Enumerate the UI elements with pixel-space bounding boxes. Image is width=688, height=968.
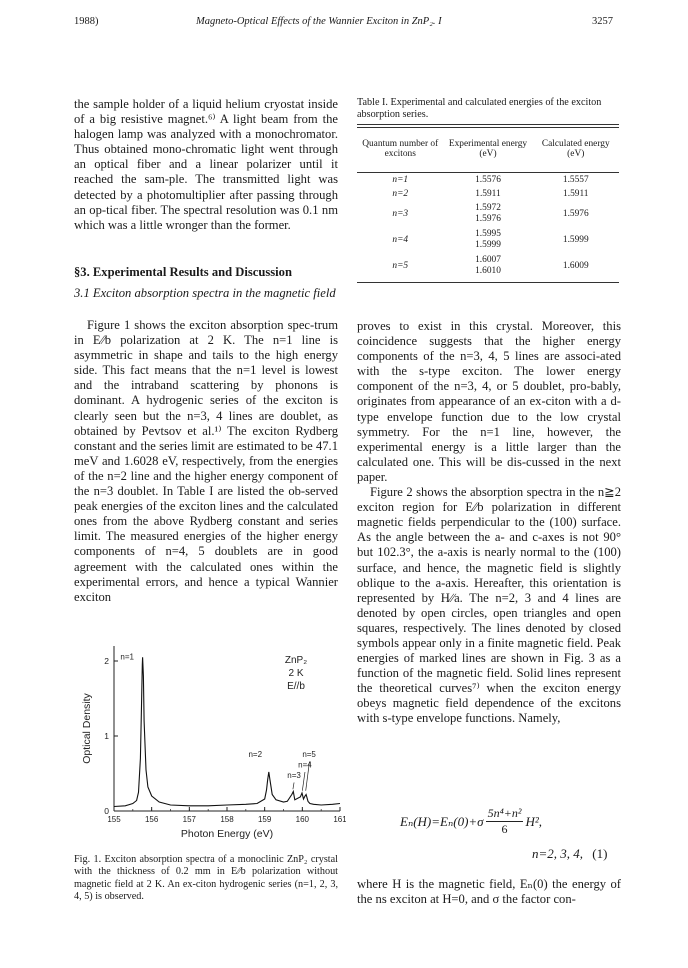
cell-calculated: 1.5911 xyxy=(563,188,589,199)
cell-calculated: 1.5999 xyxy=(562,234,589,245)
y-tick-label: 0 xyxy=(104,806,109,816)
header-page-number: 3257 xyxy=(592,16,613,27)
cell-calculated: 1.6009 xyxy=(562,260,589,271)
peak-label: n=2 xyxy=(248,750,263,759)
x-tick-label: 161 xyxy=(333,815,346,824)
absorption-chart xyxy=(74,636,346,848)
table-row xyxy=(357,253,619,279)
experimental-value: 1.6007 xyxy=(475,255,501,265)
y-tick-label: 1 xyxy=(104,731,109,741)
x-tick-label: 159 xyxy=(257,815,272,824)
x-tick-label: 155 xyxy=(107,815,121,824)
paragraph: proves to exist in this crystal. Moreover, this coincidence suggests that the higher energy components of the n=3, 4, 5 lines are associ-ated with the s-type exciton. The lower energy component of the n=3, 4, or 5 doublet, pro-bably, originates from appearance of an ex-citon with a d-type envelope function due to the low crystal symmetry. For the n=1 line, however, the experimental energy is a little larger than the calculated one. This will be dis-cussed in the next paper. xyxy=(357,319,621,484)
cell-quantum-number: n=1 xyxy=(392,174,409,185)
experimental-value: 1.5999 xyxy=(475,240,501,250)
equation-rhs: H², xyxy=(525,813,543,829)
experimental-value: 1.5972 xyxy=(475,203,501,213)
cell-quantum-number: n=2 xyxy=(392,188,409,199)
header-year: 1988) xyxy=(74,16,99,27)
cell-experimental xyxy=(443,253,532,279)
peak-label: n=1 xyxy=(120,652,134,662)
legend-text: E//b xyxy=(287,681,305,692)
equation-1 xyxy=(400,806,542,837)
col-header-calculated: Calculated energy (eV) xyxy=(541,139,610,159)
x-tick-label: 158 xyxy=(220,815,234,824)
table-caption: Table I. Experimental and calculated energies of the exciton absorption series. xyxy=(357,97,602,121)
left-top-paragraph xyxy=(74,97,338,233)
cell-experimental xyxy=(443,173,532,188)
equation-n-values: n=2, 3, 4, xyxy=(532,846,584,861)
x-tick-label: 160 xyxy=(295,815,310,824)
figure-caption: Fig. 1. Exciton absorption spectra of a monoclinic ZnP₂ crystal with the thickness of 0.2 mm in E∕∕b polarization without magnetic field at 2 K. An ex-citon hydrogenic series (n=1, 2, 3, 4, 5) is observed. xyxy=(74,854,338,902)
x-tick-label: 156 xyxy=(144,815,159,824)
legend-text: 2 K xyxy=(288,668,304,679)
peak-label: n=5 xyxy=(302,750,316,759)
paragraph: the sample holder of a liquid helium cryostat inside of a big resistive magnet.⁶⁾ A light beam from the halogen lamp was analyzed with a monochromator. Thus obtained mono-chromatic light went through an optical fiber and a linear polarizer until it reached the sam-ple. The transmitted light was detected by a photomultiplier after passing through an op-tical fiber. The spectral resolution was 0.1 nm which was a little wronger than the former. xyxy=(74,97,338,232)
header-title: Magneto-Optical Effects of the Wannier Exciton in ZnP₂. I xyxy=(196,16,442,27)
x-axis-label: Photon Energy (eV) xyxy=(180,828,274,840)
leader-line xyxy=(302,772,305,791)
cell-quantum-number: n=3 xyxy=(392,208,409,219)
experimental-value: 1.6010 xyxy=(475,266,501,276)
right-tail xyxy=(357,877,621,907)
experimental-value: 1.5911 xyxy=(475,188,501,199)
table-row xyxy=(357,227,619,253)
energy-table xyxy=(357,127,619,279)
peak-label: n=3 xyxy=(287,771,301,780)
cell-quantum-number: n=5 xyxy=(392,260,409,271)
table-row xyxy=(357,187,619,201)
y-axis-label: Optical Density xyxy=(81,693,93,764)
legend-text: ZnP₂ xyxy=(284,655,308,666)
table-row xyxy=(357,173,619,188)
peak-label: n=4 xyxy=(298,760,312,770)
subsection-title: 3.1 Exciton absorption spectra in the magnetic field xyxy=(74,286,336,300)
cell-experimental xyxy=(443,187,532,201)
equation-lhs: Eₙ(H)=Eₙ(0)+σ xyxy=(400,813,484,829)
col-header-quantum: Quantum number of excitons xyxy=(362,139,439,159)
section-title: §3. Experimental Results and Discussion xyxy=(74,265,292,279)
table-row xyxy=(357,201,619,227)
cell-calculated: 1.5976 xyxy=(562,208,589,219)
paragraph: Figure 1 shows the exciton absorption spec-trum in E∕∕b polarization at 2 K. The n=1 line is asymmetric in shape and tails to the high energy side. This fact means that the n=1 level is lowest and the intraband scattering by phonons is dominant. A hydrogenic series of the exciton is clearly seen but the n=3, 4 lines are doublet, as obtained by Pevtsov et al.¹⁾ The exciton Rydberg constant and the series limit are estimated to be 47.1 meV and 1.6028 eV, respectively, from the energies of the n=2 line and the higher energy component of the n=3 doublet. In Table I are listed the ob-served peak energies of the exciton lines and the calculated ones from the above Rydberg constant and series limit. The measured energies of the higher energy components of n=4, 5 doublets are in good agreement with the calculated ones within the experimental errors, and hence a typical Wannier exciton xyxy=(74,318,338,604)
y-tick-label: 2 xyxy=(104,656,109,666)
spectrum-line xyxy=(114,657,340,806)
col-header-experimental: Experimental energy (eV) xyxy=(448,139,528,159)
experimental-value: 1.5576 xyxy=(475,174,501,185)
experimental-value: 1.5995 xyxy=(475,229,501,239)
leader-line xyxy=(293,783,294,790)
paragraph: Figure 2 shows the absorption spectra in the n≧2 exciton region for E∕∕b polarization in different magnetic fields perpendicular to the (100) surface. As the angle between the a- and c-axes is not 90° but 102.3°, the a-axis is nearly normal to the (100) surface, and hence, the magnetic field is slightly oblique to the a-axis. Hereafter, this orientation is represented by H∕∕a. The n=2, 3 and 4 lines are denoted by open circles, open triangles and open squares, respectively. The lines denoted by closed symbols appear only in a finite magnetic field. Peak energies of marked lines are shown in Fig. 3 as a function of the magnetic field. Solid lines represent the theoretical curves⁷⁾ when the exciton energy obeys magnetic field dependence of the excitons with s-type envelope functions. Namely, xyxy=(357,485,621,726)
equation-condition xyxy=(532,846,607,862)
equation-numerator: 5n⁴+n² xyxy=(487,806,522,820)
cell-experimental xyxy=(443,201,532,227)
x-tick-label: 157 xyxy=(182,815,197,824)
cell-experimental xyxy=(443,227,532,253)
cell-quantum-number: n=4 xyxy=(392,234,409,245)
paragraph: where H is the magnetic field, Eₙ(0) the energy of the ns exciton at H=0, and σ the factor con- xyxy=(357,877,621,907)
experimental-value: 1.5976 xyxy=(475,214,501,224)
table-wrap xyxy=(357,124,619,283)
figure-1 xyxy=(74,636,346,848)
equation-number: (1) xyxy=(592,846,608,861)
right-body xyxy=(357,319,621,727)
equation-denominator: 6 xyxy=(501,822,508,836)
left-body xyxy=(74,318,338,605)
cell-calculated: 1.5557 xyxy=(562,174,589,185)
